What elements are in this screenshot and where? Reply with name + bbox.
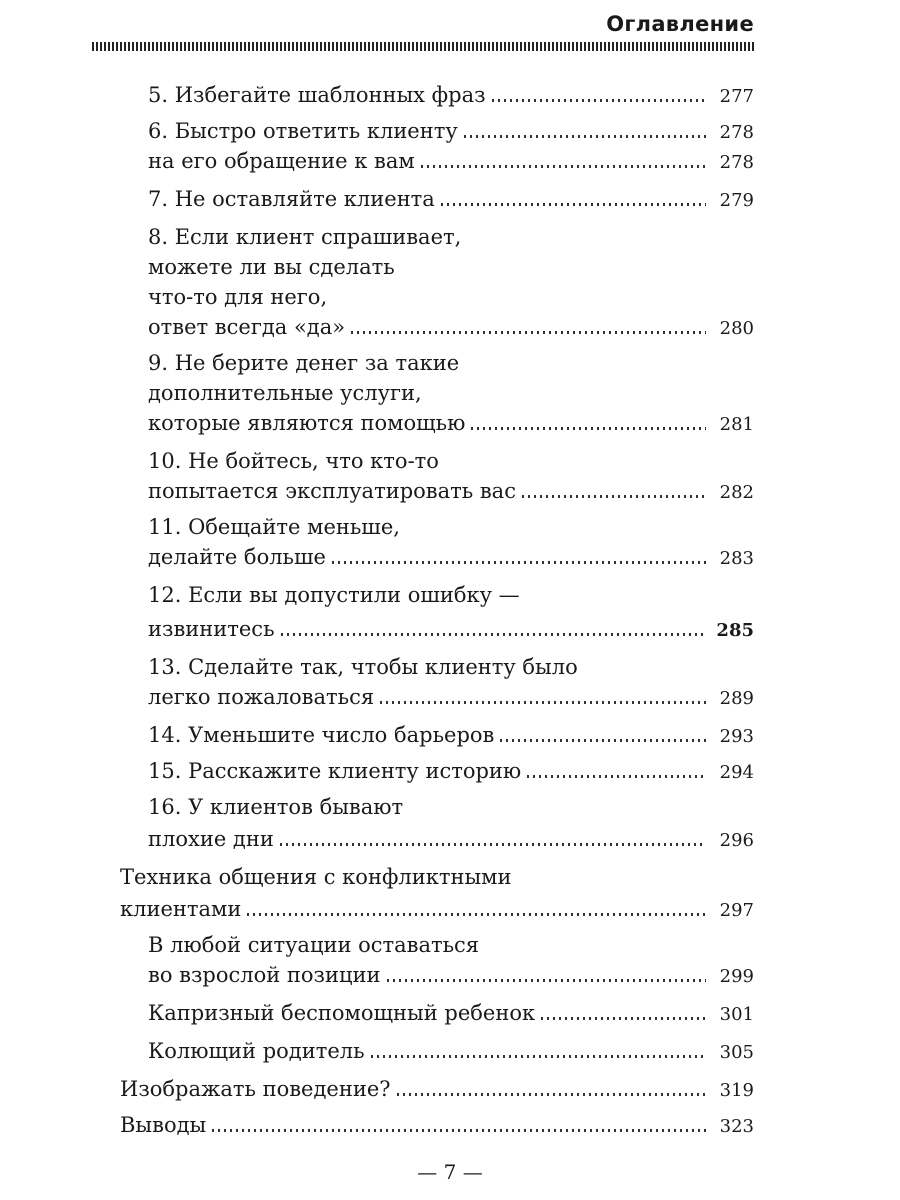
toc-page-number: 278 <box>719 152 754 173</box>
toc-entry-text: ответ всегда «да» <box>148 315 346 339</box>
toc-entry-6-line-2[interactable] <box>148 146 754 176</box>
toc-page-number: 299 <box>719 966 754 987</box>
toc-entry-text: 7. Не оставляйте клиента <box>148 187 435 211</box>
toc-entry-text: попытается эксплуатировать вас <box>148 479 516 503</box>
running-header: Оглавление <box>606 12 754 36</box>
dot-leader <box>397 1093 706 1096</box>
dot-leader <box>387 979 706 982</box>
toc-entry-14[interactable] <box>148 720 754 750</box>
toc-entry-text: 5. Избегайте шаблонных фраз <box>148 83 486 107</box>
dot-leader <box>500 739 706 742</box>
toc-page-number: 305 <box>719 1042 754 1063</box>
toc-entry-5[interactable] <box>148 80 754 110</box>
dot-leader <box>527 775 706 778</box>
toc-section-conclusions[interactable] <box>120 1110 754 1140</box>
dot-leader <box>492 99 706 102</box>
toc-entry-child[interactable] <box>148 998 754 1028</box>
toc-entry-text: 11. Обещайте меньше, <box>148 515 400 539</box>
toc-entry-text: дополнительные услуги, <box>148 381 422 405</box>
dot-leader <box>281 633 706 636</box>
header-dotted-rule <box>92 42 754 51</box>
dot-leader <box>380 701 706 704</box>
toc-section-conflict[interactable] <box>120 894 754 924</box>
toc-entry-text: делайте больше <box>148 545 326 569</box>
toc-entry-text: 9. Не берите денег за такие <box>148 351 460 375</box>
toc-entry-text: 8. Если клиент спрашивает, <box>148 225 462 249</box>
toc-entry-13[interactable] <box>148 682 754 712</box>
toc-entry-text: извинитесь <box>148 617 275 641</box>
dot-leader <box>371 1055 706 1058</box>
toc-entry-text: 12. Если вы допустили ошибку — <box>148 583 520 607</box>
dot-leader <box>332 561 706 564</box>
toc-page-number: 278 <box>719 122 754 143</box>
toc-entry-text: легко пожаловаться <box>148 685 375 709</box>
toc-page-number: 282 <box>719 482 754 503</box>
toc-entry-7[interactable] <box>148 184 754 214</box>
toc-page-number: 301 <box>719 1004 754 1025</box>
dot-leader <box>351 331 706 334</box>
toc-entry-text: В любой ситуации оставаться <box>148 933 480 957</box>
toc-entry-6[interactable] <box>148 116 754 146</box>
toc-page-number: 285 <box>716 620 754 641</box>
toc-entry-text: во взрослой позиции <box>148 963 381 987</box>
toc-entry-16[interactable] <box>148 824 754 854</box>
toc-page-number: 294 <box>719 762 754 783</box>
toc-entry-text: 13. Сделайте так, чтобы клиенту было <box>148 655 578 679</box>
toc-entry-text: 15. Расскажите клиенту историю <box>148 759 522 783</box>
dot-leader <box>464 135 706 138</box>
toc-page-number: 283 <box>719 548 754 569</box>
toc-entry-8-line-2[interactable] <box>148 252 754 282</box>
toc-entry-12-line-1[interactable] <box>148 580 754 610</box>
toc-entry-text: клиентами <box>120 897 242 921</box>
toc-page-number: 289 <box>719 688 754 709</box>
toc-entry-text: Изображать поведение? <box>120 1077 391 1101</box>
toc-entry-text: 6. Быстро ответить клиенту <box>148 119 458 143</box>
toc-entry-text: которые являются помощью <box>148 411 466 435</box>
toc-entry-text: 14. Уменьшите число барьеров <box>148 723 495 747</box>
toc-entry-text: Капризный беспомощный ребенок <box>148 1001 536 1025</box>
toc-entry-9-line-2[interactable] <box>148 378 754 408</box>
toc-entry-15[interactable] <box>148 756 754 786</box>
toc-section-conflict-line-1[interactable] <box>120 862 754 892</box>
toc-entry-12[interactable] <box>148 614 754 644</box>
toc-entry-text: Колющий родитель <box>148 1039 365 1063</box>
toc-entry-8[interactable] <box>148 312 754 342</box>
dot-leader <box>280 843 706 846</box>
toc-section-behavior[interactable] <box>120 1074 754 1104</box>
dot-leader <box>212 1129 706 1132</box>
dot-leader <box>471 427 706 430</box>
toc-page-number: 280 <box>719 318 754 339</box>
toc-entry-9-line-1[interactable] <box>148 348 754 378</box>
toc-entry-10[interactable] <box>148 476 754 506</box>
toc-entry-text: на его обращение к вам <box>148 149 415 173</box>
toc-page-number: 279 <box>719 190 754 211</box>
toc-entry-adult-line-1[interactable] <box>148 930 754 960</box>
toc-entry-text: что-то для него, <box>148 285 328 309</box>
page-number-footer: — 7 — <box>417 1160 483 1184</box>
toc-page-number: 296 <box>719 830 754 851</box>
dot-leader <box>421 165 706 168</box>
dot-leader <box>247 913 706 916</box>
toc-entry-8-line-3[interactable] <box>148 282 754 312</box>
dot-leader <box>522 495 706 498</box>
toc-entry-text: можете ли вы сделать <box>148 255 395 279</box>
toc-page-number: 293 <box>719 726 754 747</box>
toc-entry-11-line-1[interactable] <box>148 512 754 542</box>
toc-entry-parent[interactable] <box>148 1036 754 1066</box>
dot-leader <box>441 203 706 206</box>
toc-entry-8-line-1[interactable] <box>148 222 754 252</box>
dot-leader <box>541 1017 706 1020</box>
toc-entry-text: 10. Не бойтесь, что кто-то <box>148 449 439 473</box>
toc-entry-16-line-1[interactable] <box>148 792 754 822</box>
toc-entry-text: Техника общения с конфликтными <box>120 865 512 889</box>
toc-page-number: 277 <box>719 86 754 107</box>
toc-entry-text: Выводы <box>120 1113 207 1137</box>
toc-page-number: 319 <box>719 1080 754 1101</box>
toc-entry-adult[interactable] <box>148 960 754 990</box>
toc-page-number: 323 <box>719 1116 754 1137</box>
toc-entry-text: 16. У клиентов бывают <box>148 795 404 819</box>
toc-entry-11[interactable] <box>148 542 754 572</box>
toc-entry-10-line-1[interactable] <box>148 446 754 476</box>
toc-page-number: 281 <box>719 414 754 435</box>
toc-entry-9[interactable] <box>148 408 754 438</box>
toc-page-number: 297 <box>719 900 754 921</box>
toc-entry-13-line-1[interactable] <box>148 652 754 682</box>
toc-entry-text: плохие дни <box>148 827 274 851</box>
